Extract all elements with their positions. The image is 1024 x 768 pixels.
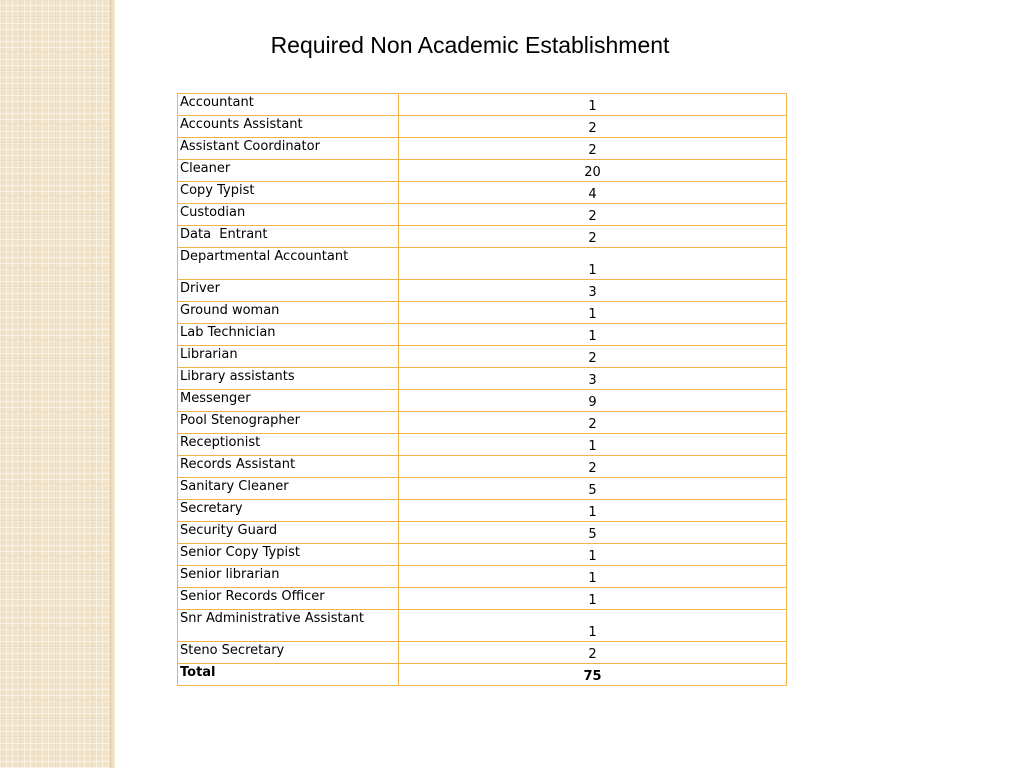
table-row	[178, 456, 787, 478]
table-row	[178, 566, 787, 588]
count-cell: 2	[399, 346, 787, 368]
table-row	[178, 138, 787, 160]
table-row	[178, 368, 787, 390]
position-cell: Secretary	[178, 500, 399, 522]
position-cell: Departmental Accountant	[178, 248, 399, 280]
position-cell: Custodian	[178, 204, 399, 226]
position-cell: Senior librarian	[178, 566, 399, 588]
position-cell: Snr Administrative Assistant	[178, 610, 399, 642]
count-cell: 5	[399, 522, 787, 544]
position-cell: Ground woman	[178, 302, 399, 324]
table-row	[178, 280, 787, 302]
position-cell: Steno Secretary	[178, 642, 399, 664]
position-cell: Assistant Coordinator	[178, 138, 399, 160]
establishment-table	[177, 93, 787, 686]
count-cell: 1	[399, 544, 787, 566]
count-cell: 2	[399, 138, 787, 160]
slide-title: Required Non Academic Establishment	[270, 32, 670, 58]
table-row	[178, 610, 787, 642]
position-cell: Accounts Assistant	[178, 116, 399, 138]
table-row	[178, 478, 787, 500]
decorative-side-strip	[0, 0, 110, 768]
table-row	[178, 204, 787, 226]
total-label: Total	[178, 664, 399, 686]
position-cell: Library assistants	[178, 368, 399, 390]
count-cell: 2	[399, 642, 787, 664]
table-row	[178, 346, 787, 368]
table-row	[178, 642, 787, 664]
count-cell: 1	[399, 500, 787, 522]
table-row	[178, 588, 787, 610]
position-cell: Data Entrant	[178, 226, 399, 248]
count-cell: 2	[399, 456, 787, 478]
count-cell: 1	[399, 324, 787, 346]
position-cell: Messenger	[178, 390, 399, 412]
table-row	[178, 116, 787, 138]
count-cell: 9	[399, 390, 787, 412]
table-row	[178, 500, 787, 522]
count-cell: 1	[399, 302, 787, 324]
table-row	[178, 248, 787, 280]
count-cell: 1	[399, 588, 787, 610]
position-cell: Lab Technician	[178, 324, 399, 346]
table-row	[178, 522, 787, 544]
table-row	[178, 412, 787, 434]
position-cell: Senior Records Officer	[178, 588, 399, 610]
position-cell: Records Assistant	[178, 456, 399, 478]
total-row	[178, 664, 787, 686]
table-row	[178, 324, 787, 346]
position-cell: Librarian	[178, 346, 399, 368]
table-row	[178, 544, 787, 566]
position-cell: Security Guard	[178, 522, 399, 544]
count-cell: 1	[399, 566, 787, 588]
count-cell: 2	[399, 412, 787, 434]
count-cell: 4	[399, 182, 787, 204]
position-cell: Senior Copy Typist	[178, 544, 399, 566]
position-cell: Accountant	[178, 94, 399, 116]
count-cell: 20	[399, 160, 787, 182]
position-cell: Sanitary Cleaner	[178, 478, 399, 500]
count-cell: 3	[399, 368, 787, 390]
count-cell: 5	[399, 478, 787, 500]
position-cell: Copy Typist	[178, 182, 399, 204]
count-cell: 1	[399, 434, 787, 456]
count-cell: 2	[399, 204, 787, 226]
position-cell: Receptionist	[178, 434, 399, 456]
count-cell: 1	[399, 610, 787, 642]
count-cell: 3	[399, 280, 787, 302]
total-count: 75	[399, 664, 787, 686]
count-cell: 1	[399, 94, 787, 116]
count-cell: 2	[399, 116, 787, 138]
table-row	[178, 94, 787, 116]
table-row	[178, 182, 787, 204]
table-row	[178, 302, 787, 324]
table-row	[178, 390, 787, 412]
table-row	[178, 160, 787, 182]
position-cell: Pool Stenographer	[178, 412, 399, 434]
table-row	[178, 226, 787, 248]
count-cell: 1	[399, 248, 787, 280]
position-cell: Cleaner	[178, 160, 399, 182]
decorative-side-strip-edge	[110, 0, 115, 768]
position-cell: Driver	[178, 280, 399, 302]
table-row	[178, 434, 787, 456]
count-cell: 2	[399, 226, 787, 248]
